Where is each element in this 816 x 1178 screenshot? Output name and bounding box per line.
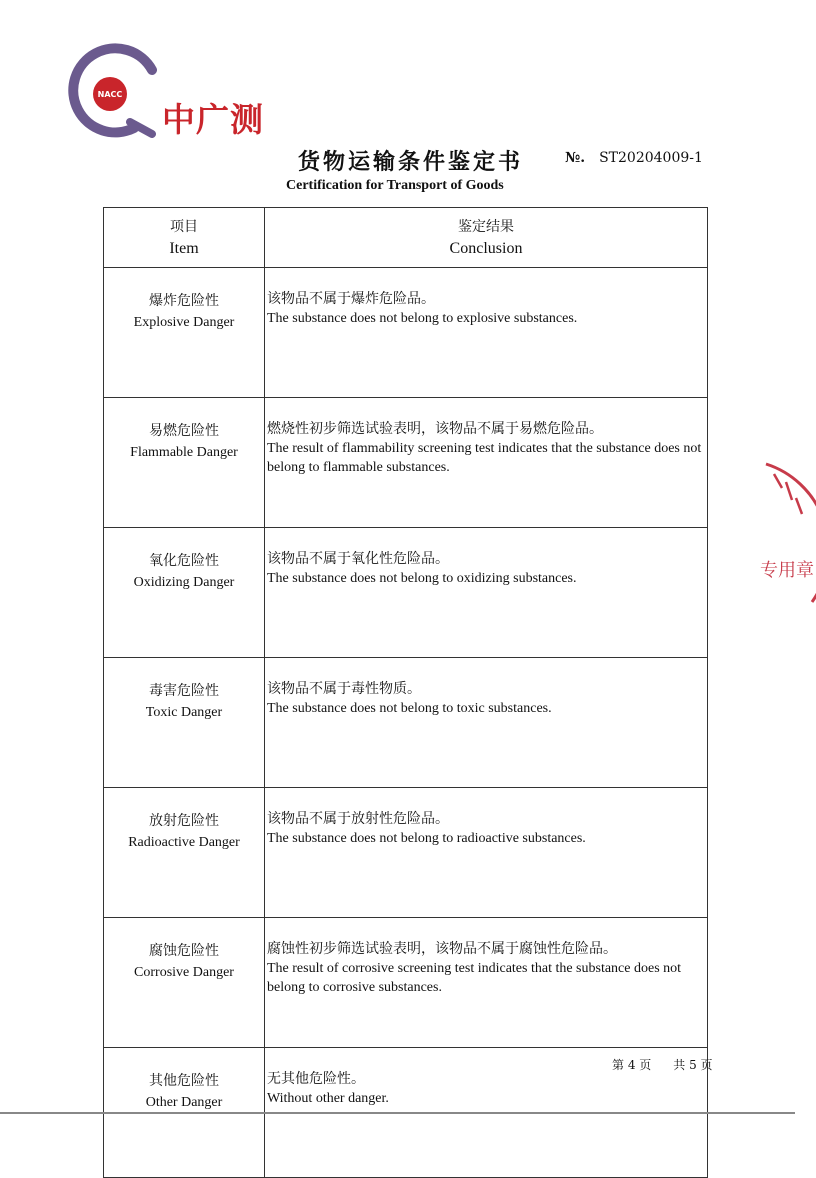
conclusion-en: The substance does not belong to oxidizing substances. (267, 571, 577, 586)
column-header-conclusion (265, 208, 708, 268)
conclusion-cn: 该物品不属于毒性物质。 (267, 681, 421, 697)
column-header-item-en: Item (169, 239, 199, 257)
conclusion-cn: 该物品不属于爆炸危险品。 (267, 291, 435, 307)
item-name-cn: 毒害危险性 (149, 683, 219, 699)
conclusion-en: The substance does not belong to radioactive substances. (267, 831, 586, 846)
conclusion-en: The substance does not belong to explosive substances. (267, 311, 578, 326)
certificate-number-value: ST20204009-1 (599, 150, 703, 166)
item-name-cn: 爆炸危险性 (149, 293, 219, 309)
column-header-item (104, 208, 265, 268)
column-header-item-cn: 项目 (170, 218, 198, 235)
item-name-en: Explosive Danger (133, 315, 235, 330)
total-pages: 共 5 页 (673, 1058, 713, 1072)
conclusion-cn: 该物品不属于放射性危险品。 (267, 811, 449, 827)
table-row (104, 918, 708, 1048)
conclusion-en: The result of flammability screening test indicates that the substance does not belong to flammable substances. (267, 441, 702, 475)
table-row (104, 398, 708, 528)
conclusion-cell (265, 398, 708, 528)
certificate-number (565, 150, 703, 166)
page-number: 第 4 页 (612, 1058, 652, 1072)
item-cell (104, 528, 265, 658)
item-name-en: Radioactive Danger (128, 835, 240, 850)
table-row (104, 268, 708, 398)
official-seal (752, 452, 816, 612)
certificate-number-label: №. (565, 150, 586, 166)
conclusion-cn: 腐蚀性初步筛选试验表明，该物品不属于腐蚀性危险品。 (267, 941, 617, 957)
conclusion-cell (265, 658, 708, 788)
table-row (104, 658, 708, 788)
item-name-cn: 腐蚀危险性 (149, 943, 219, 959)
conclusion-en: Without other danger. (267, 1091, 389, 1106)
table-header-row (104, 208, 708, 268)
column-header-conclusion-en: Conclusion (449, 239, 523, 257)
item-cell (104, 268, 265, 398)
conclusion-cn: 燃烧性初步筛选试验表明，该物品不属于易燃危险品。 (267, 421, 603, 437)
scan-edge-divider (0, 1112, 795, 1114)
table-row (104, 528, 708, 658)
seal-text: 专用章 (760, 560, 814, 581)
item-name-en: Oxidizing Danger (133, 575, 235, 590)
conclusion-en: The substance does not belong to toxic substances. (267, 701, 552, 716)
logo-chinese-text: 中广测 (162, 100, 264, 139)
conclusion-cell (265, 918, 708, 1048)
item-name-en: Toxic Danger (145, 705, 223, 720)
company-logo (60, 42, 300, 142)
conclusion-cn: 无其他危险性。 (267, 1071, 365, 1087)
page-footer (612, 1056, 735, 1073)
conclusion-en: The result of corrosive screening test indicates that the substance does not belong to corrosive substances. (267, 961, 682, 995)
item-cell (104, 398, 265, 528)
item-cell (104, 658, 265, 788)
item-cell (104, 788, 265, 918)
item-name-cn: 放射危险性 (149, 813, 219, 829)
column-header-conclusion-cn: 鉴定结果 (458, 218, 514, 235)
item-name-en: Flammable Danger (130, 445, 238, 460)
item-cell (104, 918, 265, 1048)
item-name-en: Other Danger (145, 1095, 223, 1110)
seal-ring-icon (752, 452, 816, 612)
conclusion-cn: 该物品不属于氧化性危险品。 (267, 551, 449, 567)
logo-badge-text: NACC (97, 90, 123, 99)
item-name-en: Corrosive Danger (134, 965, 234, 980)
conclusion-cell (265, 268, 708, 398)
item-name-cn: 易燃危险性 (149, 423, 219, 439)
item-name-cn: 其他危险性 (149, 1073, 219, 1089)
conclusion-cell (265, 528, 708, 658)
document-title-cn: 货物运输条件鉴定书 (298, 149, 524, 175)
conclusion-cell (265, 788, 708, 918)
document-title-en: Certification for Transport of Goods (286, 178, 504, 193)
table-row (104, 788, 708, 918)
results-table (103, 207, 708, 1178)
item-name-cn: 氧化危险性 (149, 553, 219, 569)
